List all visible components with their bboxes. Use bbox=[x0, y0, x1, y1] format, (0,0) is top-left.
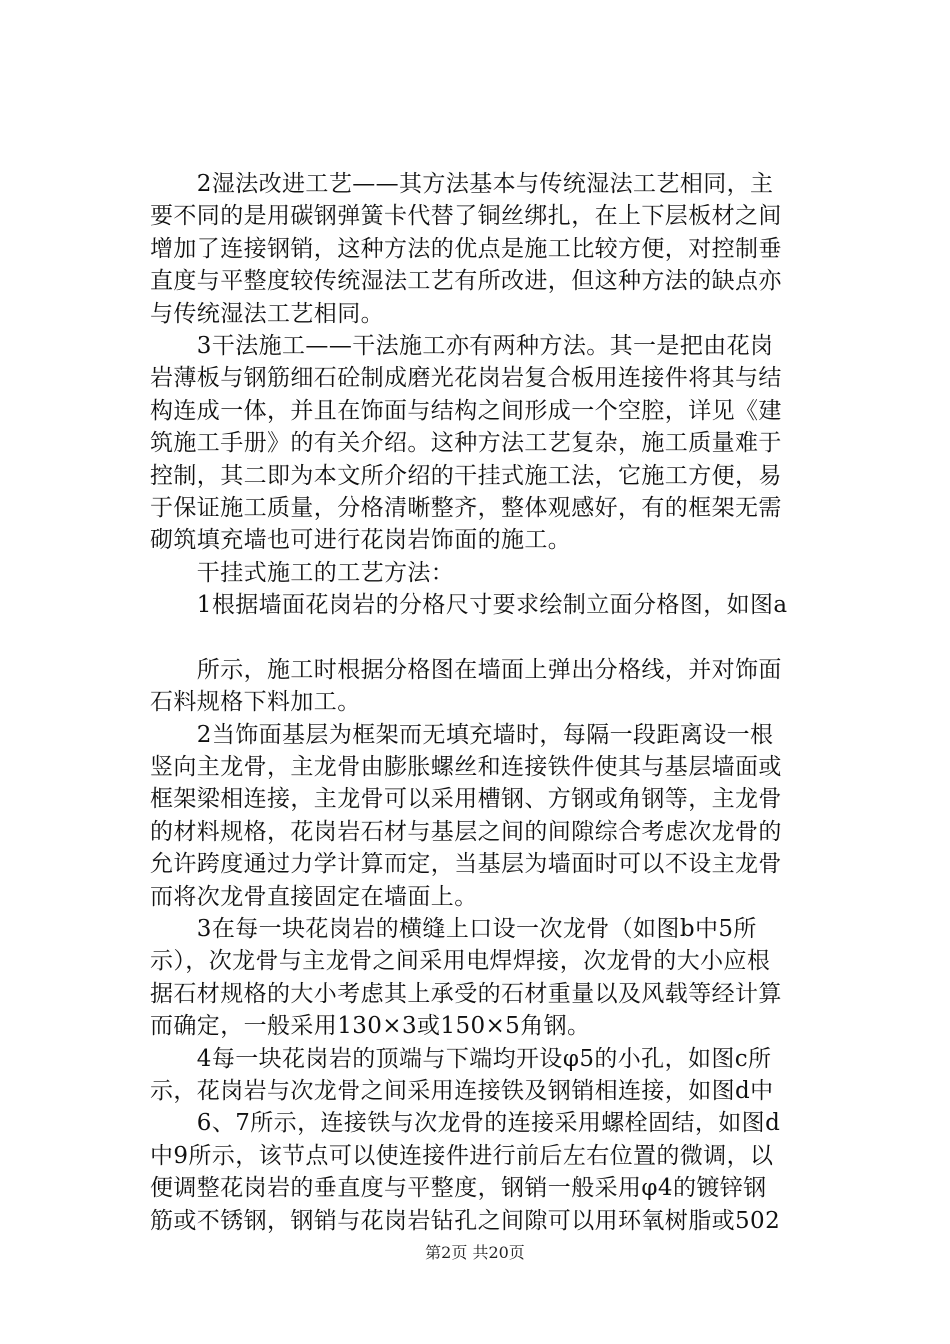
text-line: 便调整花岗岩的垂直度与平整度，钢销一般采用φ4的镀锌钢 bbox=[150, 1175, 767, 1202]
text-line: 4每一块花岗岩的顶端与下端均开设φ5的小孔，如图c所 bbox=[150, 1045, 772, 1072]
page-footer bbox=[0, 1240, 950, 1263]
text-line: 1根据墙面花岗岩的分格尺寸要求绘制立面分格图，如图a bbox=[150, 592, 788, 619]
text-line: 要不同的是用碳钢弹簧卡代替了铜丝绑扎，在上下层板材之间 bbox=[150, 203, 782, 230]
text-line: 控制，其二即为本文所介绍的干挂式施工法，它施工方便，易 bbox=[150, 462, 782, 489]
text-line: 框架梁相连接，主龙骨可以采用槽钢、方钢或角钢等，主龙骨 bbox=[150, 786, 782, 813]
text-line: 据石材规格的大小考虑其上承受的石材重量以及风载等经计算 bbox=[150, 980, 782, 1007]
body-text bbox=[150, 168, 840, 1237]
text-line: 岩薄板与钢筋细石砼制成磨光花岗岩复合板用连接件将其与结 bbox=[150, 365, 782, 392]
text-line: 2当饰面基层为框架而无填充墙时，每隔一段距离设一根 bbox=[150, 721, 774, 748]
text-line: 3在每一块花岗岩的横缝上口设一次龙骨（如图b中5所 bbox=[150, 915, 757, 942]
text-line: 与传统湿法工艺相同。 bbox=[150, 300, 384, 327]
text-line: 增加了连接钢销，这种方法的优点是施工比较方便，对控制垂 bbox=[150, 235, 782, 262]
text-line: 示，花岗岩与次龙骨之间采用连接铁及钢销相连接，如图d中 bbox=[150, 1077, 774, 1104]
text-line: 所示，施工时根据分格图在墙面上弹出分格线，并对饰面 bbox=[150, 656, 782, 683]
text-line: 而将次龙骨直接固定在墙面上。 bbox=[150, 883, 478, 910]
text-line: 的材料规格，花岗岩石材与基层之间的间隙综合考虑次龙骨的 bbox=[150, 818, 782, 845]
text-line: 于保证施工质量，分格清晰整齐，整体观感好，有的框架无需 bbox=[150, 494, 782, 521]
text-line: 而确定，一般采用130×3或150×5角钢。 bbox=[150, 1013, 591, 1040]
text-line: 干挂式施工的工艺方法： bbox=[150, 559, 455, 586]
text-line: 构连成一体，并且在饰面与结构之间形成一个空腔，详见《建 bbox=[150, 397, 782, 424]
text-line bbox=[150, 621, 840, 653]
text-line: 直度与平整度较传统湿法工艺有所改进，但这种方法的缺点亦 bbox=[150, 268, 782, 295]
text-line: 竖向主龙骨，主龙骨由膨胀螺丝和连接铁件使其与基层墙面或 bbox=[150, 754, 782, 781]
text-line: 砌筑填充墙也可进行花岗岩饰面的施工。 bbox=[150, 527, 572, 554]
text-line: 允许跨度通过力学计算而定，当基层为墙面时可以不设主龙骨 bbox=[150, 851, 782, 878]
page-number: 第2页 共20页 bbox=[425, 1243, 525, 1262]
text-line: 筑施工手册》的有关介绍。这种方法工艺复杂，施工质量难于 bbox=[150, 430, 782, 457]
text-line: 中9所示，该节点可以使连接件进行前后左右位置的微调，以 bbox=[150, 1142, 774, 1169]
text-line: 3干法施工——干法施工亦有两种方法。其一是把由花岗 bbox=[150, 332, 774, 359]
text-line: 示），次龙骨与主龙骨之间采用电焊焊接，次龙骨的大小应根 bbox=[150, 948, 771, 975]
text-line: 石料规格下料加工。 bbox=[150, 689, 361, 716]
text-line: 2湿法改进工艺——其方法基本与传统湿法工艺相同，主 bbox=[150, 171, 774, 197]
text-line: 6、7所示，连接铁与次龙骨的连接采用螺栓固结，如图d bbox=[150, 1110, 781, 1137]
text-line: 筋或不锈钢，钢销与花岗岩钻孔之间隙可以用环氧树脂或502 bbox=[150, 1207, 781, 1234]
